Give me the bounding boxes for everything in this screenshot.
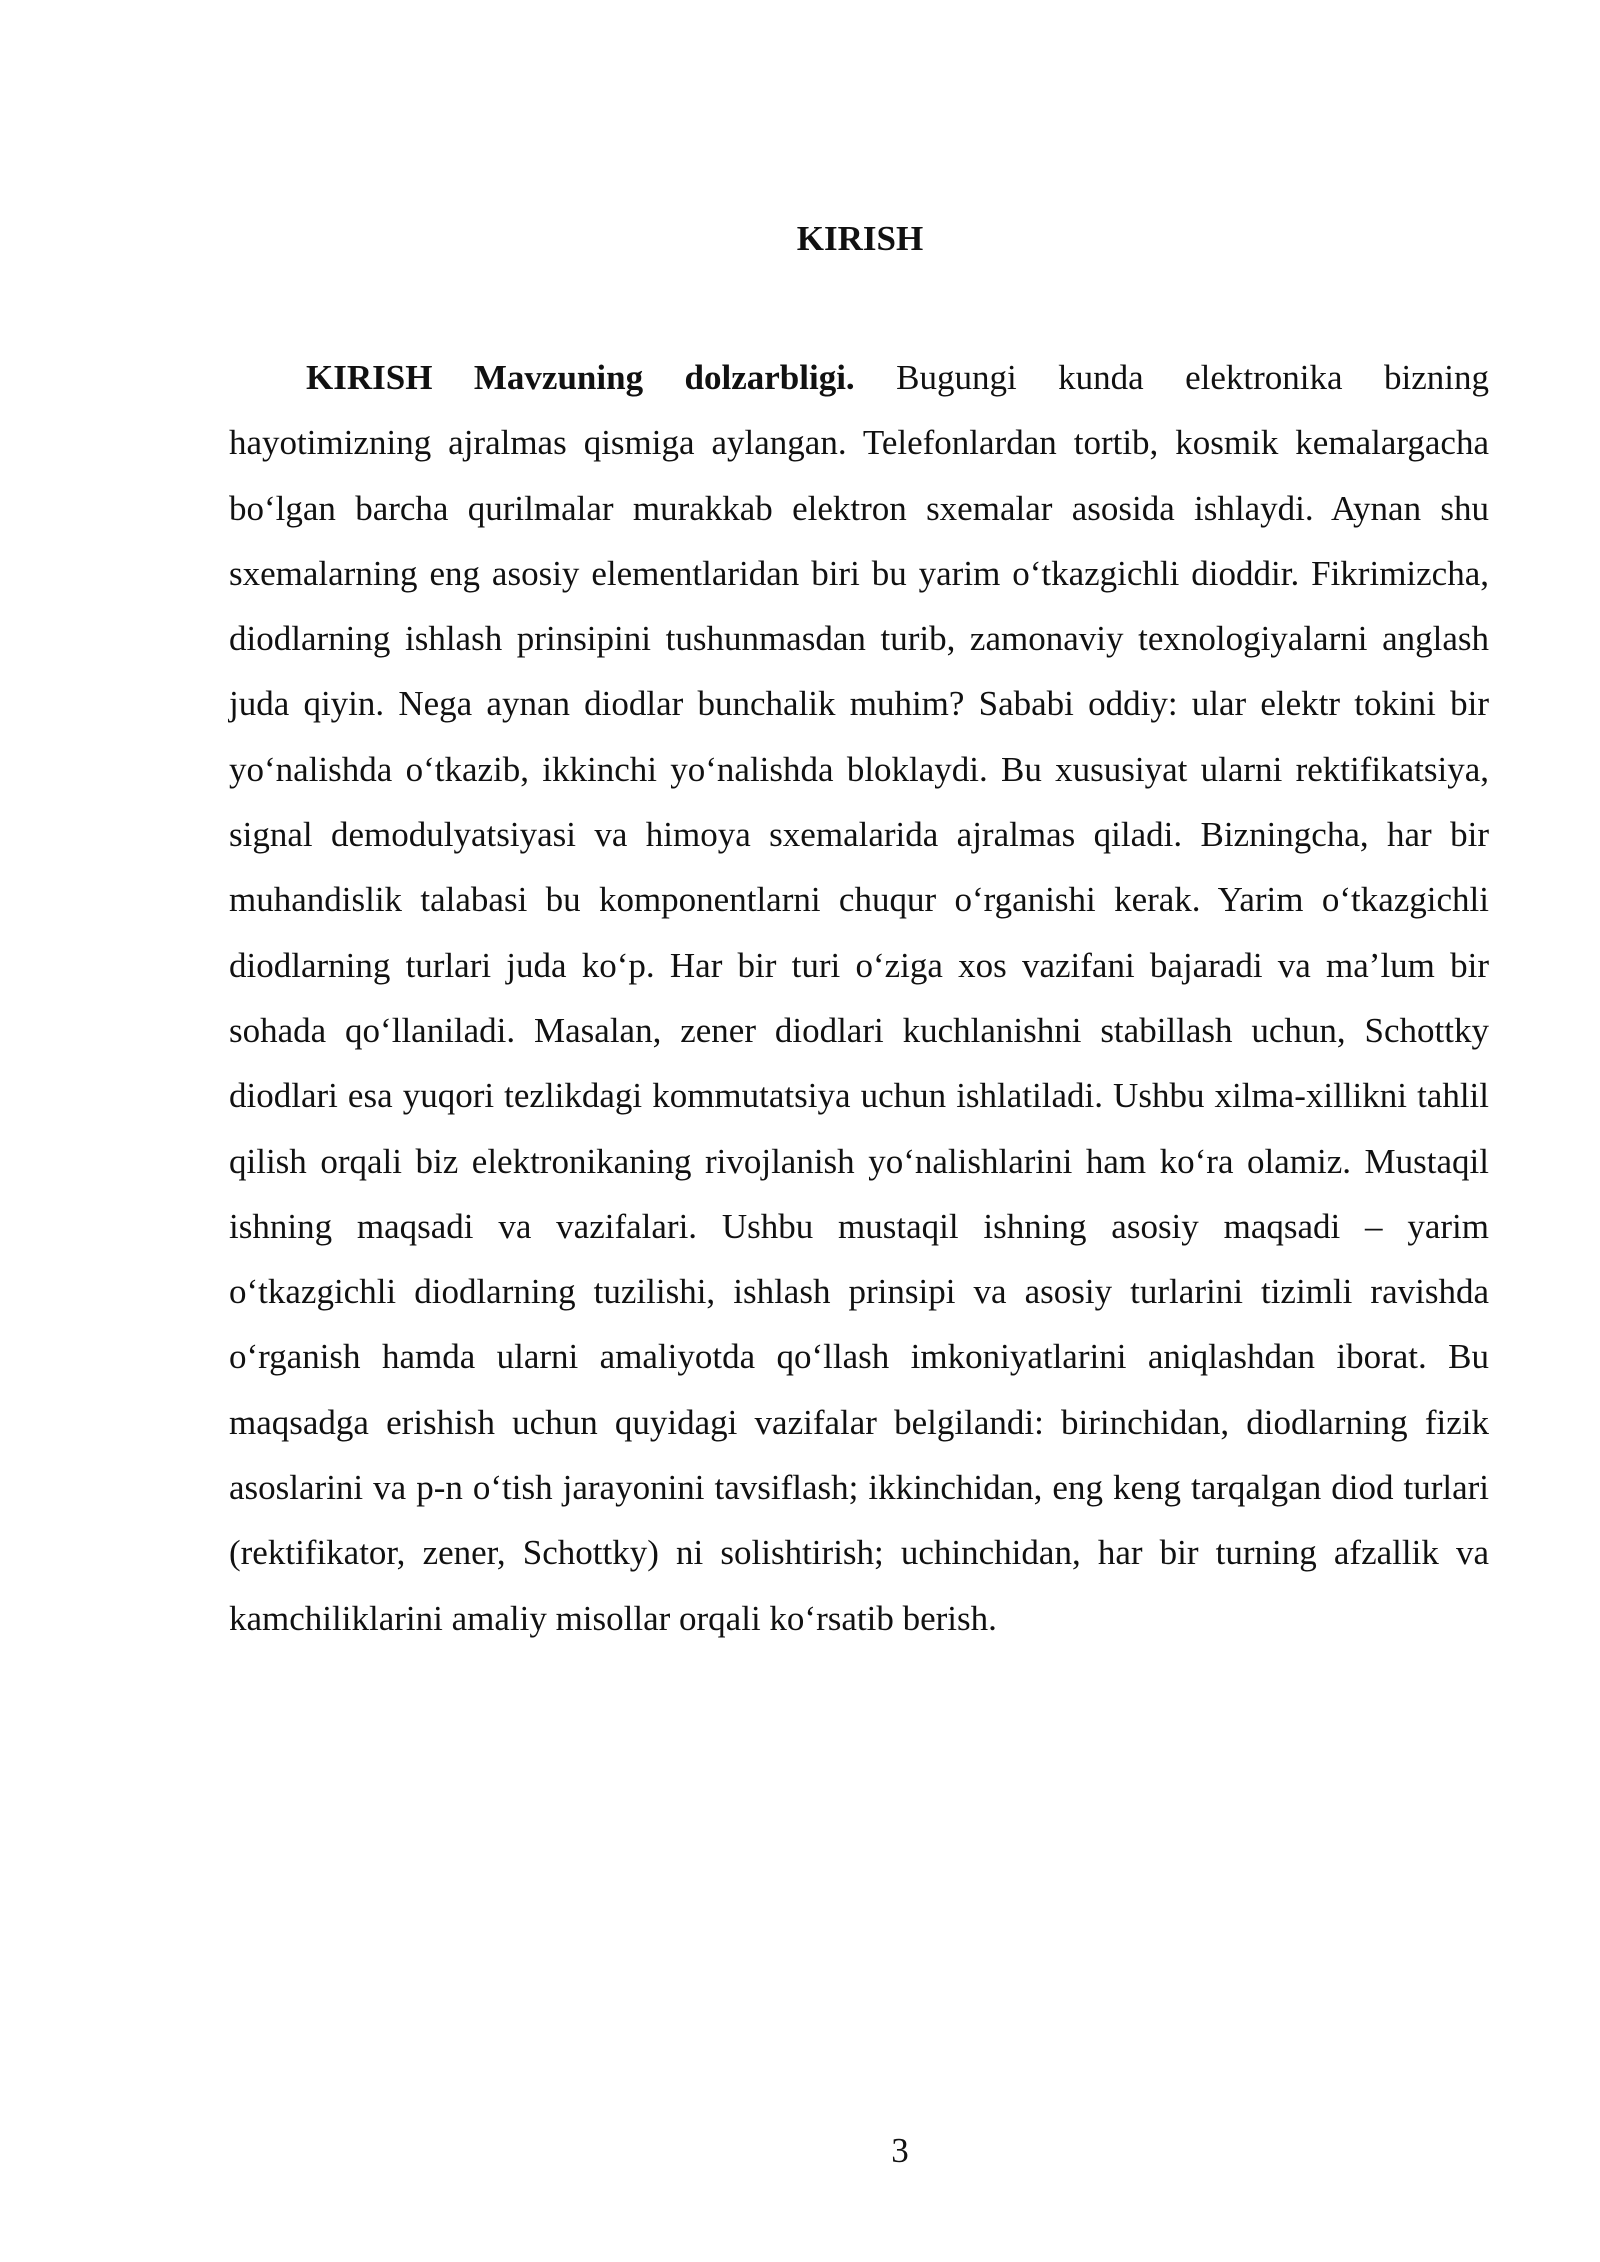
body-paragraph xyxy=(229,345,1489,1651)
page-number: 3 xyxy=(891,2131,909,2170)
section-heading: KIRISH xyxy=(796,219,924,258)
paragraph-lead-bold: KIRISH Mavzuning dolzarbligi. xyxy=(306,358,855,397)
paragraph-text: Bugungi kunda elektronika bizning hayotimizning ajralmas qismiga aylangan. Telefonlardan tortib, kosmik kemalargacha bo‘lgan barcha qurilmalar murakkab elektron sxemalar asosida ishlaydi. Aynan shu sxemalarning eng asosiy elementlaridan biri bu yarim o‘tkazgichli dioddir. Fikrimizcha, diodlarning ishlash prinsipini tushunmasdan turib, zamonaviy texnologiyalarni anglash juda qiyin. Nega aynan diodlar bunchalik muhim? Sababi oddiy: ular elektr tokini bir yo‘nalishda o‘tkazib, ikkinchi yo‘nalishda bloklaydi. Bu xususiyat ularni rektifikatsiya, signal demodulyatsiyasi va himoya sxemalarida ajralmas qiladi. Bizningcha, har bir muhandislik talabasi bu komponentlarni chuqur o‘rganishi kerak. Yarim o‘tkazgichli diodlarning turlari juda ko‘p. Har bir turi o‘ziga xos vazifani bajaradi va ma’lum bir sohada qo‘llaniladi. Masalan, zener diodlari kuchlanishni stabillash uchun, Schottky diodlari esa yuqori tezlikdagi kommutatsiya uchun ishlatiladi. Ushbu xilma-xillikni tahlil qilish orqali biz elektronikaning rivojlanish yo‘nalishlarini ham ko‘ra olamiz. Mustaqil ishning maqsadi va vazifalari. Ushbu mustaqil ishning asosiy maqsadi – yarim o‘tkazgichli diodlarning tuzilishi, ishlash prinsipi va asosiy turlarini tizimli ravishda o‘rganish hamda ularni amaliyotda qo‘llash imkoniyatlarini aniqlashdan iborat. Bu maqsadga erishish uchun quyidagi vazifalar belgilandi: birinchidan, diodlarning fizik asoslarini va p-n o‘tish jarayonini tavsiflash; ikkinchidan, eng keng tarqalgan diod turlari (rektifikator, zener, Schottky) ni solishtirish; uchinchidan, har bir turning afzallik va kamchiliklarini amaliy misollar orqali ko‘rsatib berish. xyxy=(229,358,1489,1638)
